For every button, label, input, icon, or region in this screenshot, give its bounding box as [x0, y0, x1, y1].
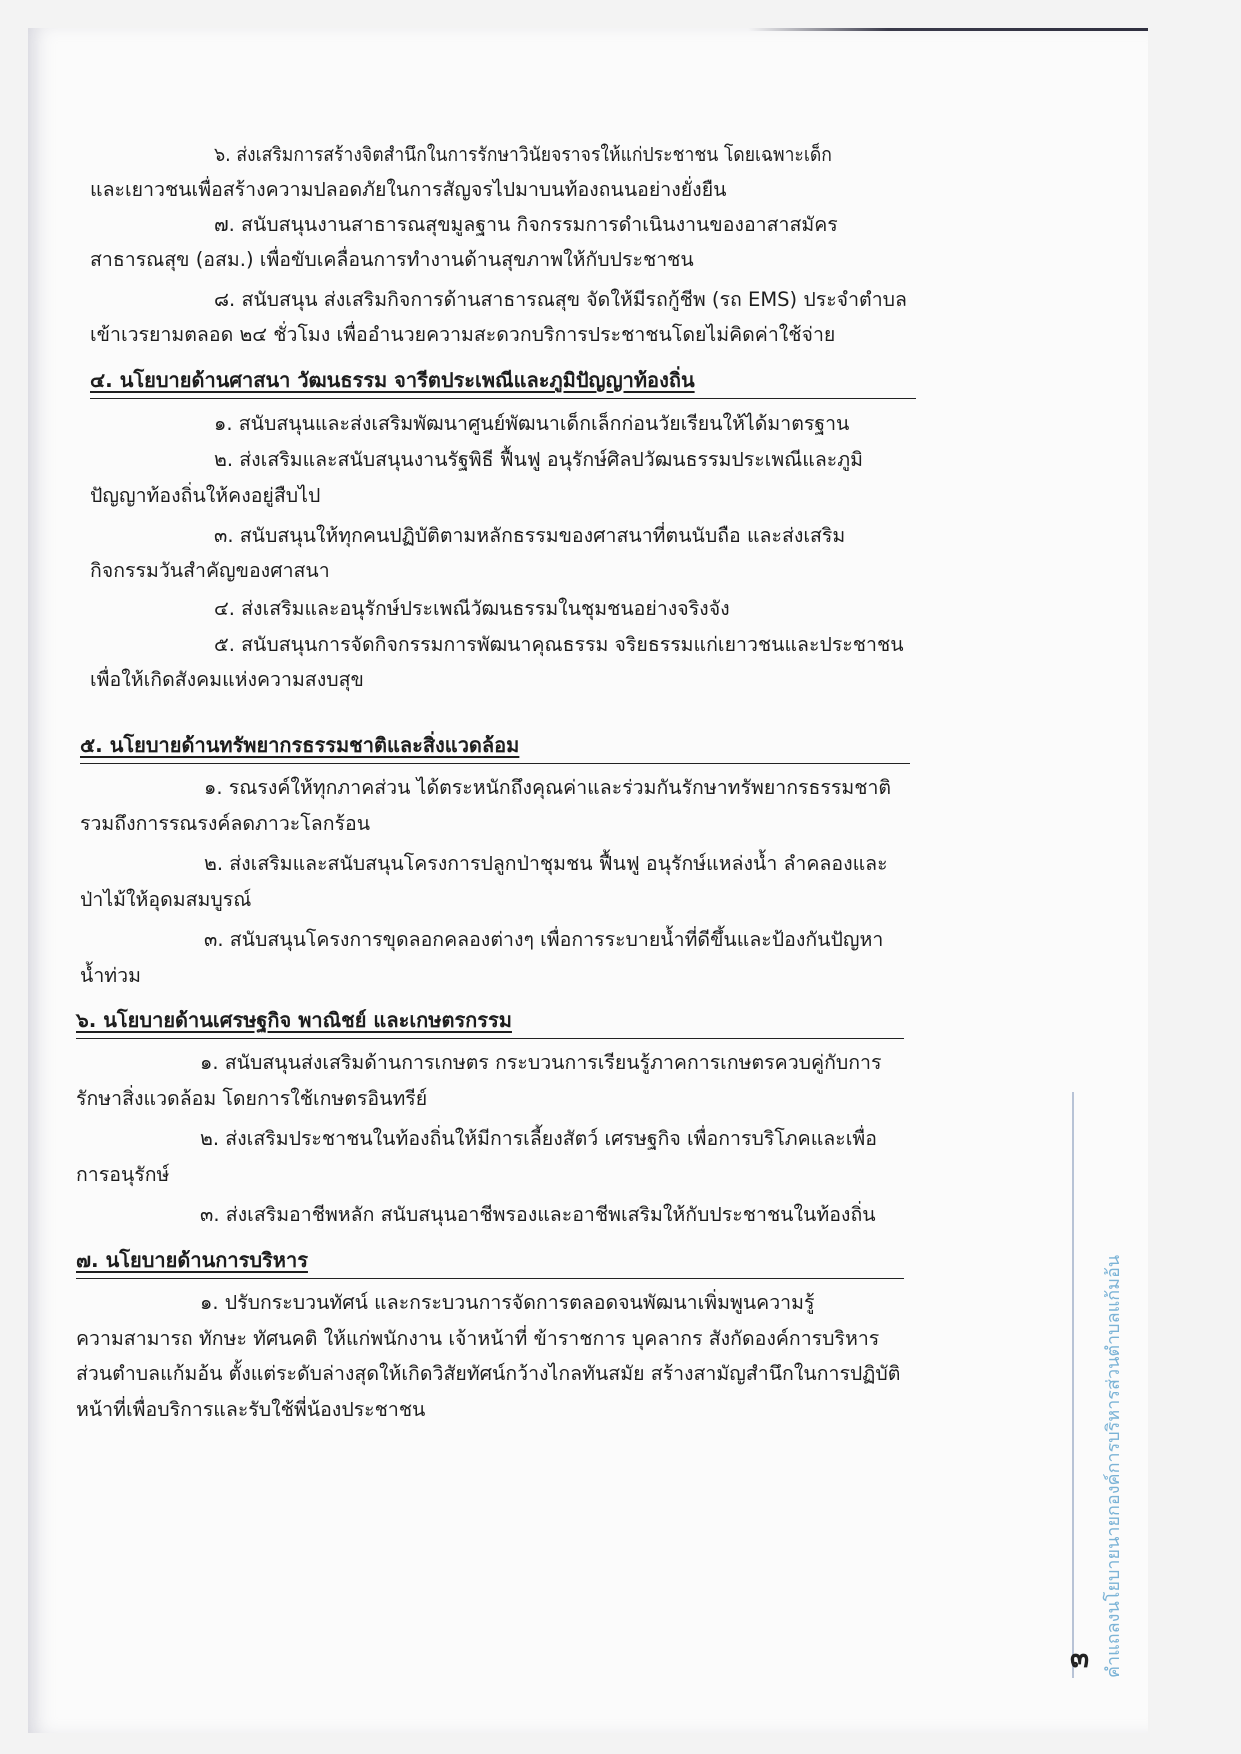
text-line: รักษาสิ่งแวดล้อม โดยการใช้เกษตรอินทรีย์ — [76, 1087, 428, 1110]
top-edge-line — [748, 28, 1148, 31]
text-line: ป่าไม้ให้อุดมสมบูรณ์ — [80, 888, 252, 911]
text-line: และเยาวชนเพื่อสร้างความปลอดภัยในการสัญจรไปมาบนท้องถนนอย่างยั่งยืน — [90, 178, 727, 201]
text-line: ปัญญาท้องถิ่นให้คงอยู่สืบไป — [90, 484, 321, 507]
text-line: ๑. ปรับกระบวนทัศน์ และกระบวนการจัดการตลอดจนพัฒนาเพิ่มพูนความรู้ — [200, 1291, 815, 1314]
text-line: ๗. สนับสนุนงานสาธารณสุขมูลฐาน กิจกรรมการดำเนินงานของอาสาสมัคร — [214, 213, 838, 236]
text-line: กิจกรรมวันสำคัญของศาสนา — [90, 559, 330, 582]
text-line: ๑. สนับสนุนส่งเสริมด้านการเกษตร กระบวนการเรียนรู้ภาคการเกษตรควบคู่กับการ — [200, 1051, 882, 1074]
text-line: ๒. ส่งเสริมและสนับสนุนโครงการปลูกป่าชุมชน ฟื้นฟู อนุรักษ์แหล่งน้ำ ลำคลองและ — [204, 852, 888, 875]
text-line: หน้าที่เพื่อบริการและรับใช้พี่น้องประชาชน — [76, 1398, 426, 1421]
text-line: ๒. ส่งเสริมประชาชนในท้องถิ่นให้มีการเลี้ยงสัตว์ เศรษฐกิจ เพื่อการบริโภคและเพื่อ — [200, 1127, 877, 1150]
section-heading: ๖. นโยบายด้านเศรษฐกิจ พาณิชย์ และเกษตรกรรม — [76, 1010, 904, 1039]
text-line: สาธารณสุข (อสม.) เพื่อขับเคลื่อนการทำงานด้านสุขภาพให้กับประชาชน — [90, 248, 694, 271]
text-line: ๓. สนับสนุนโครงการขุดลอกคลองต่างๆ เพื่อการระบายน้ำที่ดีขึ้นและป้องกันปัญหา — [204, 928, 884, 951]
text-line: ๑. สนับสนุนและส่งเสริมพัฒนาศูนย์พัฒนาเด็กเล็กก่อนวัยเรียนให้ได้มาตรฐาน — [214, 412, 850, 435]
text-line: ๔. ส่งเสริมและอนุรักษ์ประเพณีวัฒนธรรมในชุมชนอย่างจริงจัง — [214, 597, 730, 620]
text-line: การอนุรักษ์ — [76, 1163, 170, 1186]
text-line: น้ำท่วม — [80, 964, 141, 987]
text-line: ๕. สนับสนุนการจัดกิจกรรมการพัฒนาคุณธรรม จริยธรรมแก่เยาวชนและประชาชน — [214, 633, 904, 656]
side-running-title: คำแถลงนโยบายนายกองค์การบริหารส่วนตำบลแก้มอ้น — [1103, 1254, 1124, 1678]
text-line: ๒. ส่งเสริมและสนับสนุนงานรัฐพิธี ฟื้นฟู อนุรักษ์ศิลปวัฒนธรรมประเพณีและภูมิ — [214, 448, 863, 471]
text-line: รวมถึงการรณรงค์ลดภาวะโลกร้อน — [80, 812, 371, 835]
text-line: ๑. รณรงค์ให้ทุกภาคส่วน ได้ตระหนักถึงคุณค่าและร่วมกันรักษาทรัพยากรธรรมชาติ — [204, 776, 892, 799]
text-line: ความสามารถ ทักษะ ทัศนคติ ให้แก่พนักงาน เจ้าหน้าที่ ข้าราชการ บุคลากร สังกัดองค์การบริหาร — [76, 1327, 880, 1350]
text-line: ส่วนตำบลแก้มอ้น ตั้งแต่ระดับล่างสุดให้เกิดวิสัยทัศน์กว้างไกลทันสมัย สร้างสามัญสำนึกในการปฏิบัติ — [76, 1362, 901, 1385]
text-line: ๘. สนับสนุน ส่งเสริมกิจการด้านสาธารณสุข จัดให้มีรถกู้ชีพ (รถ EMS) ประจำตำบล — [214, 288, 907, 311]
text-line: เข้าเวรยามตลอด ๒๔ ชั่วโมง เพื่ออำนวยความสะดวกบริการประชาชนโดยไม่คิดค่าใช้จ่าย — [90, 323, 836, 346]
text-line: เพื่อให้เกิดสังคมแห่งความสงบสุข — [90, 668, 364, 691]
text-line: ๓. สนับสนุนให้ทุกคนปฏิบัติตามหลักธรรมของศาสนาที่ตนนับถือ และส่งเสริม — [214, 524, 846, 547]
section-heading: ๔. นโยบายด้านศาสนา วัฒนธรรม จารีตประเพณีและภูมิปัญญาท้องถิ่น — [90, 370, 916, 399]
text-line: ๖. ส่งเสริมการสร้างจิตสำนึกในการรักษาวินัยจราจรให้แก่ประชาชน โดยเฉพาะเด็ก — [214, 143, 832, 166]
section-heading: ๕. นโยบายด้านทรัพยากรธรรมชาติและสิ่งแวดล้อม — [80, 735, 910, 764]
section-heading: ๗. นโยบายด้านการบริหาร — [76, 1250, 904, 1279]
text-line: ๓. ส่งเสริมอาชีพหลัก สนับสนุนอาชีพรองและอาชีพเสริมให้กับประชาชนในท้องถิ่น — [200, 1203, 876, 1226]
page-number: ๓ — [1070, 1641, 1090, 1674]
side-divider — [1072, 1092, 1074, 1678]
document-page — [28, 28, 1148, 1733]
